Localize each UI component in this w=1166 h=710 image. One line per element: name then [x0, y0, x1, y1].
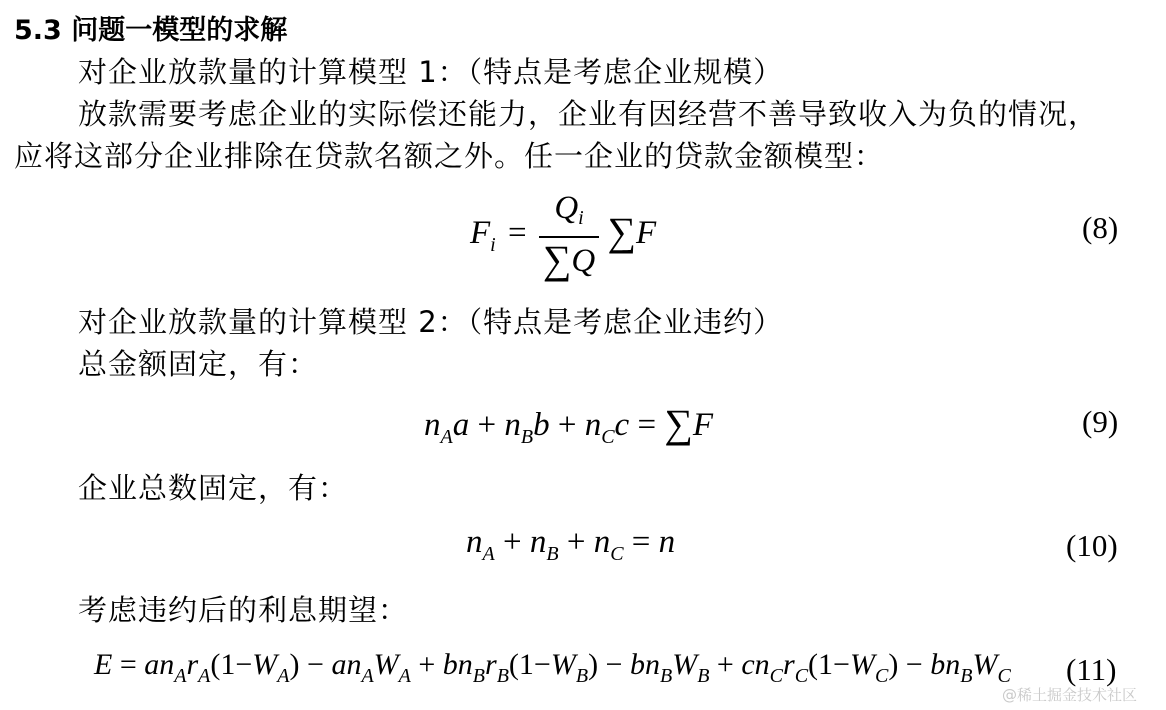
watermark-text: @稀土掘金技术社区 [1002, 686, 1138, 704]
model1-intro: 对企业放款量的计算模型 1：（特点是考虑企业规模） [78, 55, 784, 89]
total-fixed-text: 总金额固定，有： [78, 347, 319, 381]
section-heading [14, 8, 287, 47]
count-fixed-text: 企业总数固定，有： [78, 471, 349, 505]
equation-number-11: (11) [1066, 652, 1117, 687]
equation-number-9: (9) [1082, 404, 1119, 439]
expectation-text: 考虑违约后的利息期望： [78, 593, 409, 627]
equation-number-8: (8) [1082, 210, 1119, 245]
section-title: 问题一模型的求解 [71, 15, 288, 46]
model1-body-line2: 应将这部分企业排除在贷款名额之外。任一企业的贷款金额模型： [14, 139, 885, 173]
equation-9: $n_Aa + n_Bb + n_Cc = \sum F$ [424, 401, 713, 448]
model2-intro: 对企业放款量的计算模型 2：（特点是考虑企业违约） [78, 305, 784, 339]
equation-number-10: (10) [1066, 528, 1118, 563]
equation-8: $F_i$ = $\frac{Q_i}{\sum Q}$ ∑F [470, 190, 657, 282]
section-number: 5.3 [14, 15, 62, 46]
model1-body-line1: 放款需要考虑企业的实际偿还能力，企业有因经营不善导致收入为负的情况， [78, 97, 1099, 131]
fraction: $\frac{Q_i}{\sum Q}$ [539, 190, 599, 281]
equation-10: $n_A + n_B + n_C = n$ [466, 524, 676, 565]
equation-11: $E = an_Ar_A(1-W_A) - an_AW_A + bn_Br_B(1-W_B) - bn_BW_B + cn_Cr_C(1-W_C) - bn_BW_C$ [94, 648, 1011, 687]
